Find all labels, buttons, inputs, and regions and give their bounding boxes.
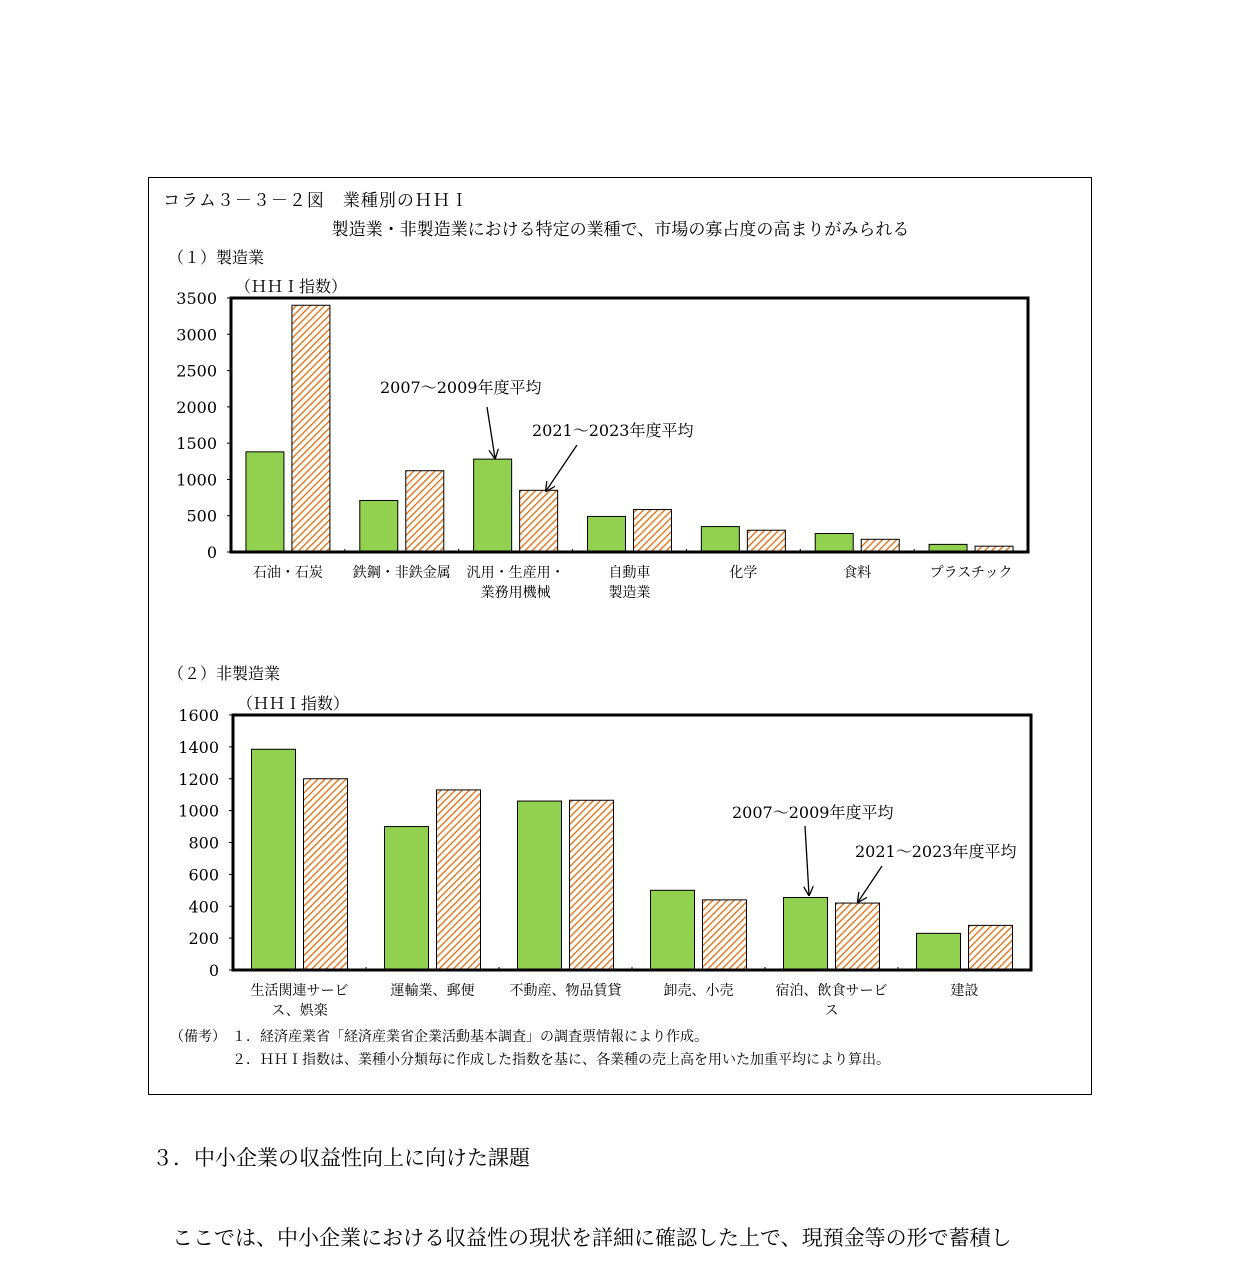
bar-series1 — [701, 527, 739, 552]
annotation-arrow — [546, 445, 577, 491]
bar-series2 — [570, 800, 614, 970]
category-label: プラスチック — [929, 565, 1013, 581]
category-label: 石油・石炭 — [252, 565, 323, 581]
notes-label: （備考） — [170, 1029, 226, 1045]
bar-series1 — [588, 516, 626, 552]
y-tick-label: 600 — [188, 865, 219, 885]
figure-title: コラム３－３－２図 業種別のＨＨＩ — [163, 191, 469, 211]
y-tick-label: 1500 — [176, 434, 217, 454]
bar-series1 — [815, 533, 853, 552]
section-heading: ３．中小企業の収益性向上に向けた課題 — [152, 1146, 530, 1170]
panel-title-non-manufacturing: （２）非製造業 — [168, 664, 281, 683]
y-tick-label: 0 — [208, 961, 219, 980]
chart-manufacturing — [0, 270, 1241, 610]
figure-subtitle: 製造業・非製造業における特定の業種で、市場の寡占度の高まりがみられる — [331, 220, 910, 240]
y-tick-label: 500 — [186, 506, 217, 526]
category-label: 製造業 — [608, 585, 651, 601]
bar-series2 — [703, 900, 747, 970]
y-tick-label: 200 — [188, 929, 219, 949]
category-label: 不動産、物品賃貸 — [509, 983, 622, 999]
bar-series2 — [292, 305, 330, 552]
category-label: 鉄鋼・非鉄金属 — [352, 565, 451, 581]
bar-series2 — [406, 471, 444, 552]
category-label: 業務用機械 — [480, 585, 551, 601]
y-tick-label: 1400 — [178, 737, 219, 757]
bar-series1 — [518, 801, 562, 970]
category-label: 建設 — [950, 983, 979, 999]
bar-series2 — [747, 530, 785, 552]
y-tick-label: 3500 — [176, 289, 217, 308]
y-tick-label: 1000 — [178, 801, 219, 821]
bar-series1 — [474, 459, 512, 552]
note-item-2: ２．ＨＨＩ指数は、業種小分類毎に作成した指数を基に、各業種の売上高を用いた加重平均により算出。 — [232, 1052, 890, 1068]
bar-series1 — [246, 452, 284, 552]
bar-series2 — [836, 903, 880, 970]
note-item-1: １．経済産業省「経済産業省企業活動基本調査」の調査票情報により作成。 — [232, 1029, 708, 1045]
category-label: 生活関連サービ — [250, 983, 349, 999]
y-tick-label: 1600 — [178, 706, 219, 725]
series-annotation: 2021～2023年度平均 — [532, 421, 694, 440]
bar-series2 — [437, 790, 481, 970]
bar-series1 — [385, 827, 429, 970]
y-tick-label: 2500 — [176, 361, 217, 381]
category-label: 化学 — [729, 565, 758, 581]
y-axis-label: （ＨＨＩ指数） — [235, 277, 348, 296]
bar-series1 — [360, 500, 398, 552]
body-paragraph: ここでは、中小企業における収益性の現状を詳細に確認した上で、現預金等の形で蓄積し — [172, 1226, 1012, 1250]
chart-non-manufacturing — [0, 688, 1241, 1028]
category-label: 運輸業、郵便 — [390, 983, 475, 999]
series-annotation: 2021～2023年度平均 — [855, 842, 1017, 861]
bar-series2 — [634, 510, 672, 552]
series-annotation: 2007～2009年度平均 — [732, 803, 894, 822]
y-tick-label: 1000 — [176, 470, 217, 490]
category-label: ス — [824, 1003, 839, 1019]
y-tick-label: 3000 — [176, 325, 217, 345]
category-label: 卸売、小売 — [663, 983, 734, 999]
annotation-arrow — [858, 866, 882, 902]
notes — [170, 1026, 890, 1072]
y-tick-label: 1200 — [178, 769, 219, 789]
annotation-arrow — [805, 826, 809, 895]
y-tick-label: 2000 — [176, 397, 217, 417]
bar-series2 — [304, 779, 348, 970]
bar-series1 — [784, 897, 828, 970]
category-label: 自動車 — [608, 565, 651, 581]
category-label: 宿泊、飲食サービ — [775, 983, 888, 999]
annotation-arrow — [487, 407, 495, 458]
bar-series1 — [651, 890, 695, 970]
series-annotation: 2007～2009年度平均 — [380, 378, 542, 397]
bar-series2 — [969, 925, 1013, 970]
y-tick-label: 800 — [188, 833, 219, 853]
category-label: 食料 — [843, 565, 872, 581]
category-label: ス、娯楽 — [271, 1003, 328, 1019]
y-tick-label: 400 — [188, 897, 219, 917]
category-label: 汎用・生産用・ — [466, 565, 565, 581]
y-axis-label: （ＨＨＩ指数） — [237, 694, 350, 713]
panel-title-manufacturing: （１）製造業 — [168, 248, 265, 267]
bar-series2 — [520, 490, 558, 552]
bar-series1 — [252, 749, 296, 970]
bar-series1 — [917, 933, 961, 970]
bar-series2 — [861, 539, 899, 552]
y-tick-label: 0 — [206, 543, 217, 562]
